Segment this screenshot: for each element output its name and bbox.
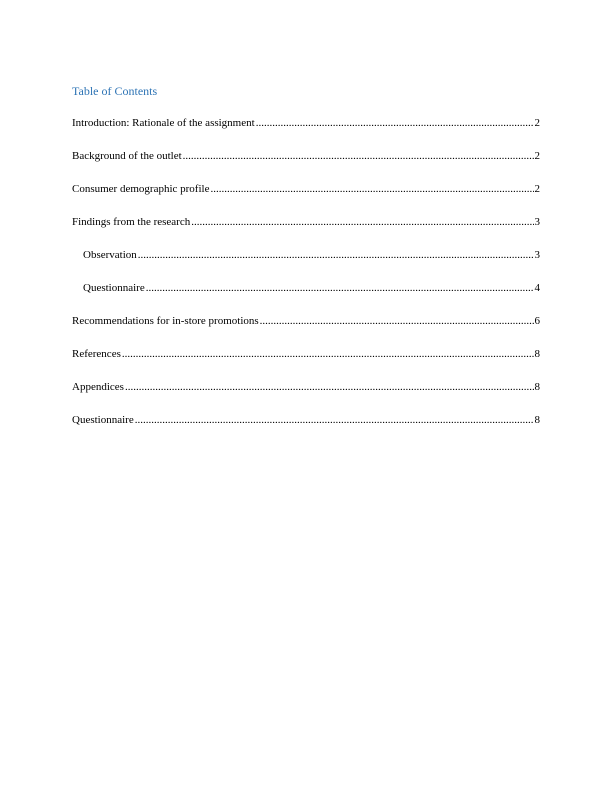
toc-entry-recommendations[interactable]: [72, 314, 540, 347]
toc-entry-page: 8: [534, 414, 540, 426]
toc-dot-leader: [146, 281, 534, 295]
toc-dot-leader: [135, 413, 534, 427]
toc-entry-title: Consumer demographic profile: [72, 183, 210, 195]
toc-entry-page: 3: [534, 216, 540, 228]
toc-heading: Table of Contents: [72, 84, 158, 98]
toc-dot-leader: [138, 248, 534, 262]
toc-entry-title: Questionnaire: [83, 282, 145, 294]
toc-dot-leader: [260, 314, 534, 328]
toc-dot-leader: [256, 116, 534, 130]
toc-entry-page: 3: [534, 249, 540, 261]
toc-entry-page: 2: [534, 150, 540, 162]
toc-entry-title: References: [72, 348, 121, 360]
toc-entry-introduction[interactable]: [72, 116, 540, 149]
toc-entry-title: Findings from the research: [72, 216, 191, 228]
toc-entry-title: Recommendations for in-store promotions: [72, 315, 259, 327]
toc-entry-consumer-profile[interactable]: [72, 182, 540, 215]
toc-entry-title: Questionnaire: [72, 414, 134, 426]
toc-dot-leader: [183, 149, 534, 163]
toc-entry-page: 2: [534, 183, 540, 195]
toc-entry-page: 6: [534, 315, 540, 327]
toc-entry-findings[interactable]: [72, 215, 540, 248]
toc-list: [72, 116, 540, 446]
toc-dot-leader: [191, 215, 533, 229]
toc-entry-observation[interactable]: [72, 248, 540, 281]
toc-entry-page: 8: [534, 348, 540, 360]
toc-entry-title: Observation: [83, 249, 137, 261]
toc-entry-background[interactable]: [72, 149, 540, 182]
toc-dot-leader: [210, 182, 533, 196]
toc-entry-page: 8: [534, 381, 540, 393]
toc-entry-title: Appendices: [72, 381, 124, 393]
toc-entry-references[interactable]: [72, 347, 540, 380]
toc-entry-title: Introduction: Rationale of the assignment: [72, 117, 255, 129]
toc-entry-page: 2: [534, 117, 540, 129]
toc-entry-page: 4: [534, 282, 540, 294]
toc-entry-questionnaire-appendix[interactable]: [72, 413, 540, 446]
toc-entry-title: Background of the outlet: [72, 150, 182, 162]
toc-dot-leader: [125, 380, 534, 394]
toc-entry-questionnaire-findings[interactable]: [72, 281, 540, 314]
toc-dot-leader: [122, 347, 534, 361]
toc-entry-appendices[interactable]: [72, 380, 540, 413]
